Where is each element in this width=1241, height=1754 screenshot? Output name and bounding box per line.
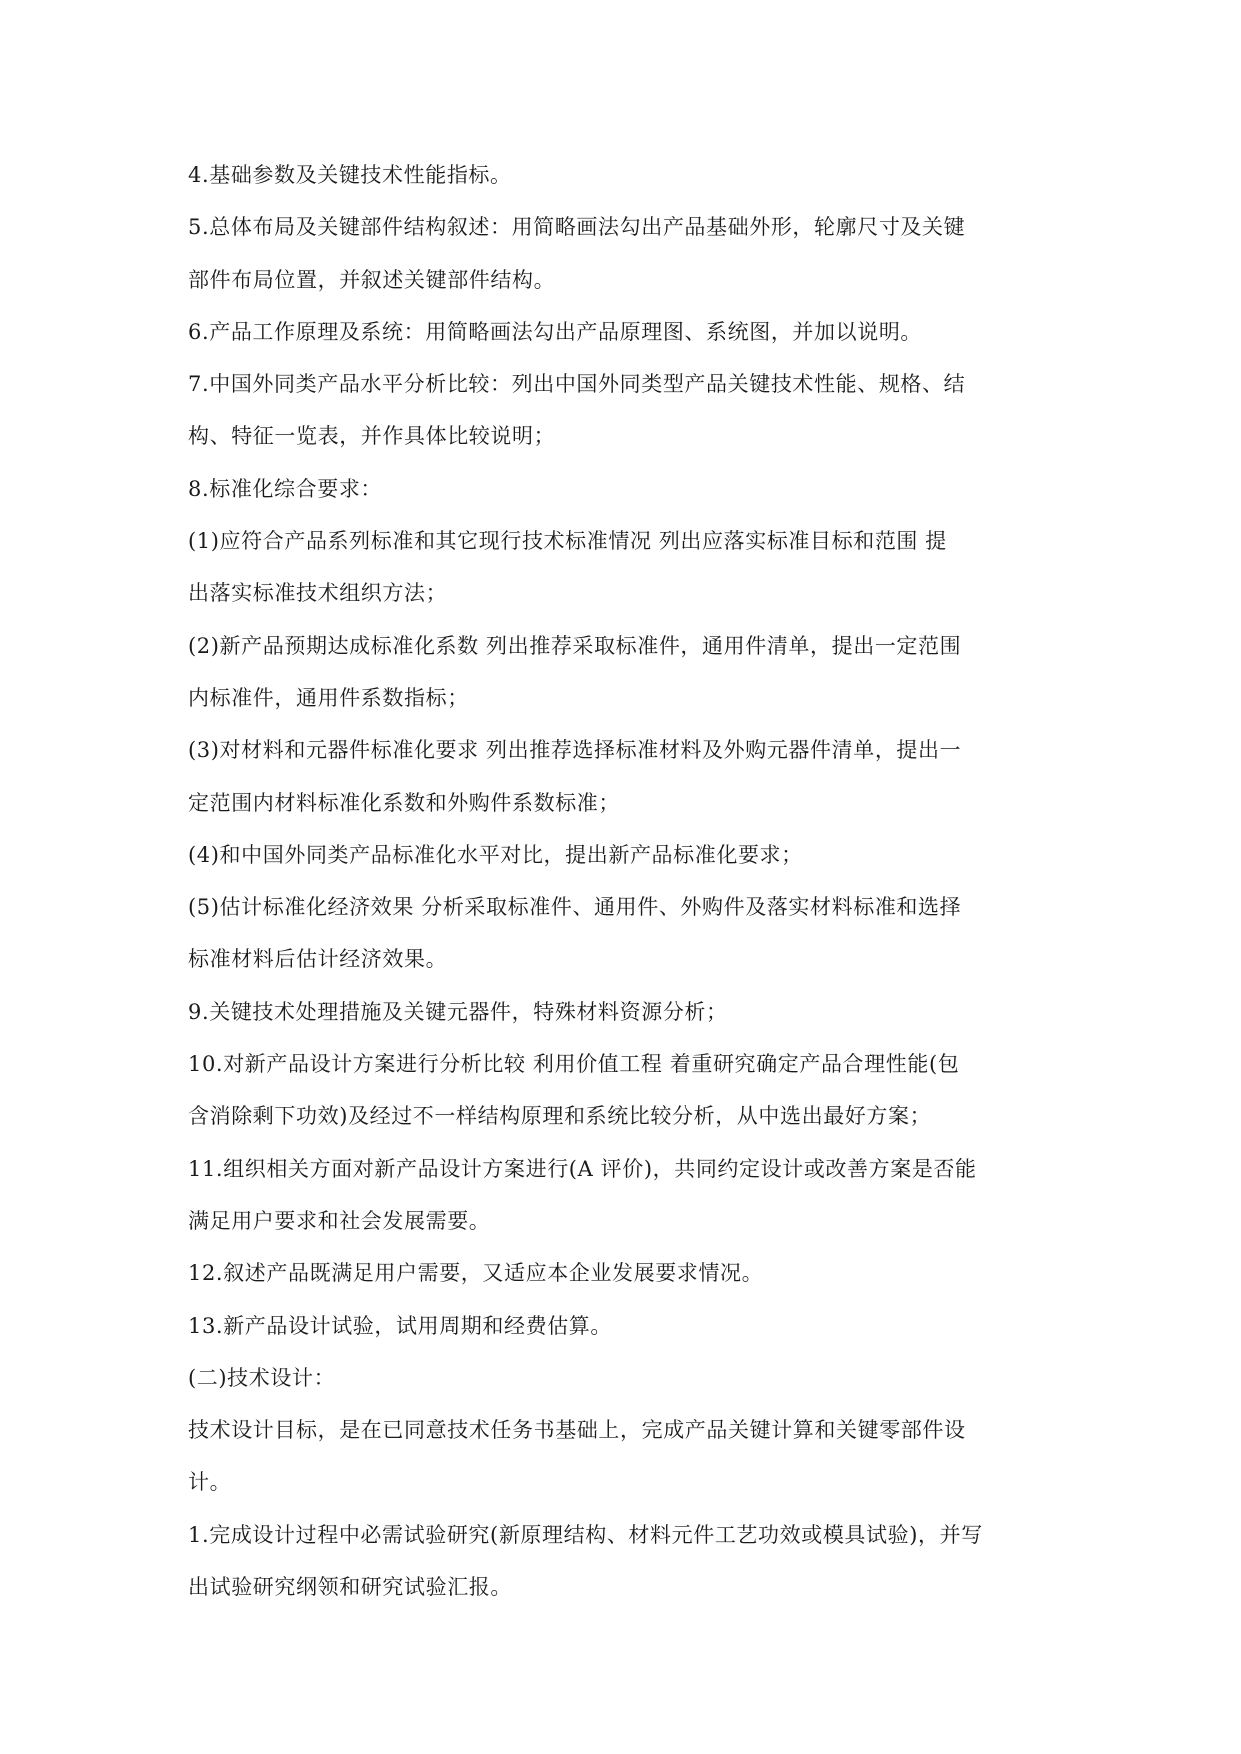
text-line: 6.产品工作原理及系统：用简略画法勾出产品原理图、系统图，并加以说明。	[188, 319, 923, 344]
text-line: 构、特征一览表，并作具体比较说明；	[188, 424, 556, 449]
text-line: 技术设计目标，是在已同意技术任务书基础上，完成产品关键计算和关键零部件设	[188, 1418, 966, 1443]
text-line: (4)和中国外同类产品标准化水平对比，提出新产品标准化要求；	[188, 842, 803, 867]
text-line: (二)技术设计：	[188, 1365, 336, 1390]
text-line: 10.对新产品设计方案进行分析比较 利用价值工程 着重研究确定产品合理性能(包	[188, 1052, 960, 1077]
text-line: (2)新产品预期达成标准化系数 列出推荐采取标准件，通用件清单，提出一定范围	[188, 633, 962, 658]
document-body	[188, 157, 1068, 1621]
text-line: 11.组织相关方面对新产品设计方案进行(A 评价)，共同约定设计或改善方案是否能	[188, 1156, 977, 1181]
text-line: 出试验研究纲领和研究试验汇报。	[188, 1575, 512, 1600]
text-line: 13.新产品设计试验，试用周期和经费估算。	[188, 1313, 612, 1338]
text-line: (3)对材料和元器件标准化要求 列出推荐选择标准材料及外购元器件清单，提出一	[188, 738, 962, 763]
text-line: 满足用户要求和社会发展需要。	[188, 1208, 491, 1233]
text-line: 部件布局位置，并叙述关键部件结构。	[188, 267, 556, 292]
text-line: 5.总体布局及关键部件结构叙述：用简略画法勾出产品基础外形，轮廓尺寸及关键	[188, 215, 966, 240]
text-line: (5)估计标准化经济效果 分析采取标准件、通用件、外购件及落实材料标准和选择	[188, 895, 962, 920]
text-line: 7.中国外同类产品水平分析比较：列出中国外同类型产品关键技术性能、规格、结	[188, 372, 966, 397]
text-line: 12.叙述产品既满足用户需要，又适应本企业发展要求情况。	[188, 1261, 764, 1286]
text-line: (1)应符合产品系列标准和其它现行技术标准情况 列出应落实标准目标和范围 提	[188, 529, 947, 554]
text-line: 标准材料后估计经济效果。	[188, 947, 448, 972]
text-line: 计。	[188, 1470, 232, 1495]
text-line: 8.标准化综合要求：	[188, 476, 383, 501]
text-line: 1.完成设计过程中必需试验研究(新原理结构、材料元件工艺功效或模具试验)，并写	[188, 1522, 983, 1547]
text-line: 含消除剩下功效)及经过不一样结构原理和系统比较分析，从中选出最好方案；	[188, 1104, 932, 1129]
text-line: 9.关键技术处理措施及关键元器件，特殊材料资源分析；	[188, 999, 728, 1024]
text-line: 定范围内材料标准化系数和外购件系数标准；	[188, 790, 620, 815]
text-line: 4.基础参数及关键技术性能指标。	[188, 163, 512, 187]
text-line: 内标准件，通用件系数指标；	[188, 685, 469, 710]
text-line: 出落实标准技术组织方法；	[188, 581, 448, 606]
